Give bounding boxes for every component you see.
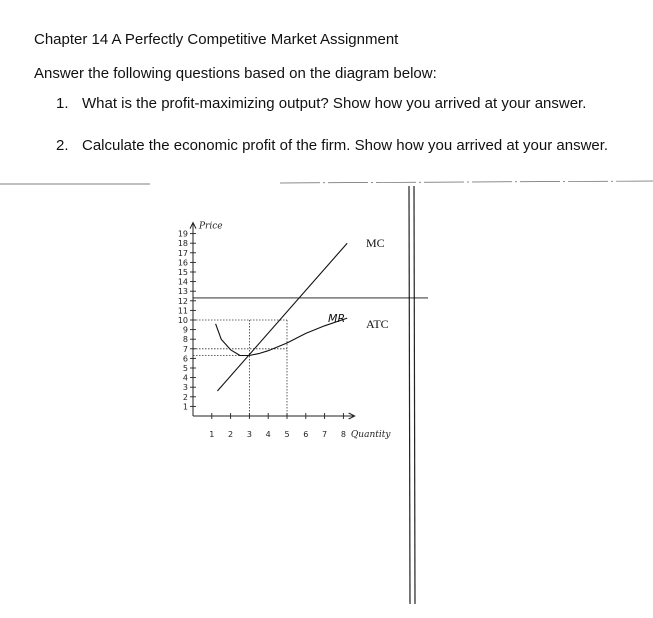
curves [193,243,428,391]
x-tick-label: 2 [228,430,234,439]
y-tick-label: 5 [182,364,188,373]
mr-label: MR [328,312,346,325]
y-tick-label: 8 [182,335,188,345]
y-tick-label: 4 [182,373,188,383]
y-tick-label: 12 [177,296,188,306]
question-2-number: 2. [56,137,69,154]
x-tick-label: 7 [322,430,328,439]
x-tick-label: 5 [284,430,290,439]
x-tick-label: 8 [340,430,346,439]
y-tick-label: 1 [182,402,188,412]
y-axis-label: Price [199,221,223,232]
y-tick-label: 2 [182,392,188,402]
x-tick-label: 4 [265,430,271,439]
x-tick-label: 6 [303,430,309,439]
x-tick-label: 3 [246,430,252,439]
question-1-text: What is the profit-maximizing output? Show how you arrived at your answer. [82,95,587,112]
vertical-divider-2 [414,186,415,604]
page-title: Chapter 14 A Perfectly Competitive Market Assignment [34,31,399,48]
x-tick-label: 1 [209,430,215,439]
y-tick-label: 10 [177,316,188,325]
question-1-number: 1. [56,95,69,112]
right-rule [280,181,653,183]
dotted-guides [193,320,287,416]
y-tick-label: 7 [182,344,188,354]
question-2-text: Calculate the economic profit of the firm. Show how you arrived at your answer. [82,137,609,154]
vertical-divider-1 [409,186,410,604]
instructions: Answer the following questions based on the diagram below: [34,65,437,82]
y-tick-label: 14 [177,277,188,287]
y-tick-label: 3 [182,383,188,393]
atc-label: ATC [366,317,389,331]
y-tick-label: 17 [177,248,188,258]
y-tick-label: 9 [182,325,188,335]
y-tick-label: 6 [182,354,188,364]
x-axis-label: Quantity [350,430,391,440]
mc-label: MC [366,236,385,250]
y-tick-label: 18 [177,239,188,249]
y-tick-label: 16 [177,258,188,268]
tick-labels [178,222,392,440]
y-tick-label: 13 [177,287,188,297]
y-tick-label: 15 [177,268,188,277]
y-tick-label: 11 [177,306,188,316]
y-tick-label: 19 [177,229,188,239]
